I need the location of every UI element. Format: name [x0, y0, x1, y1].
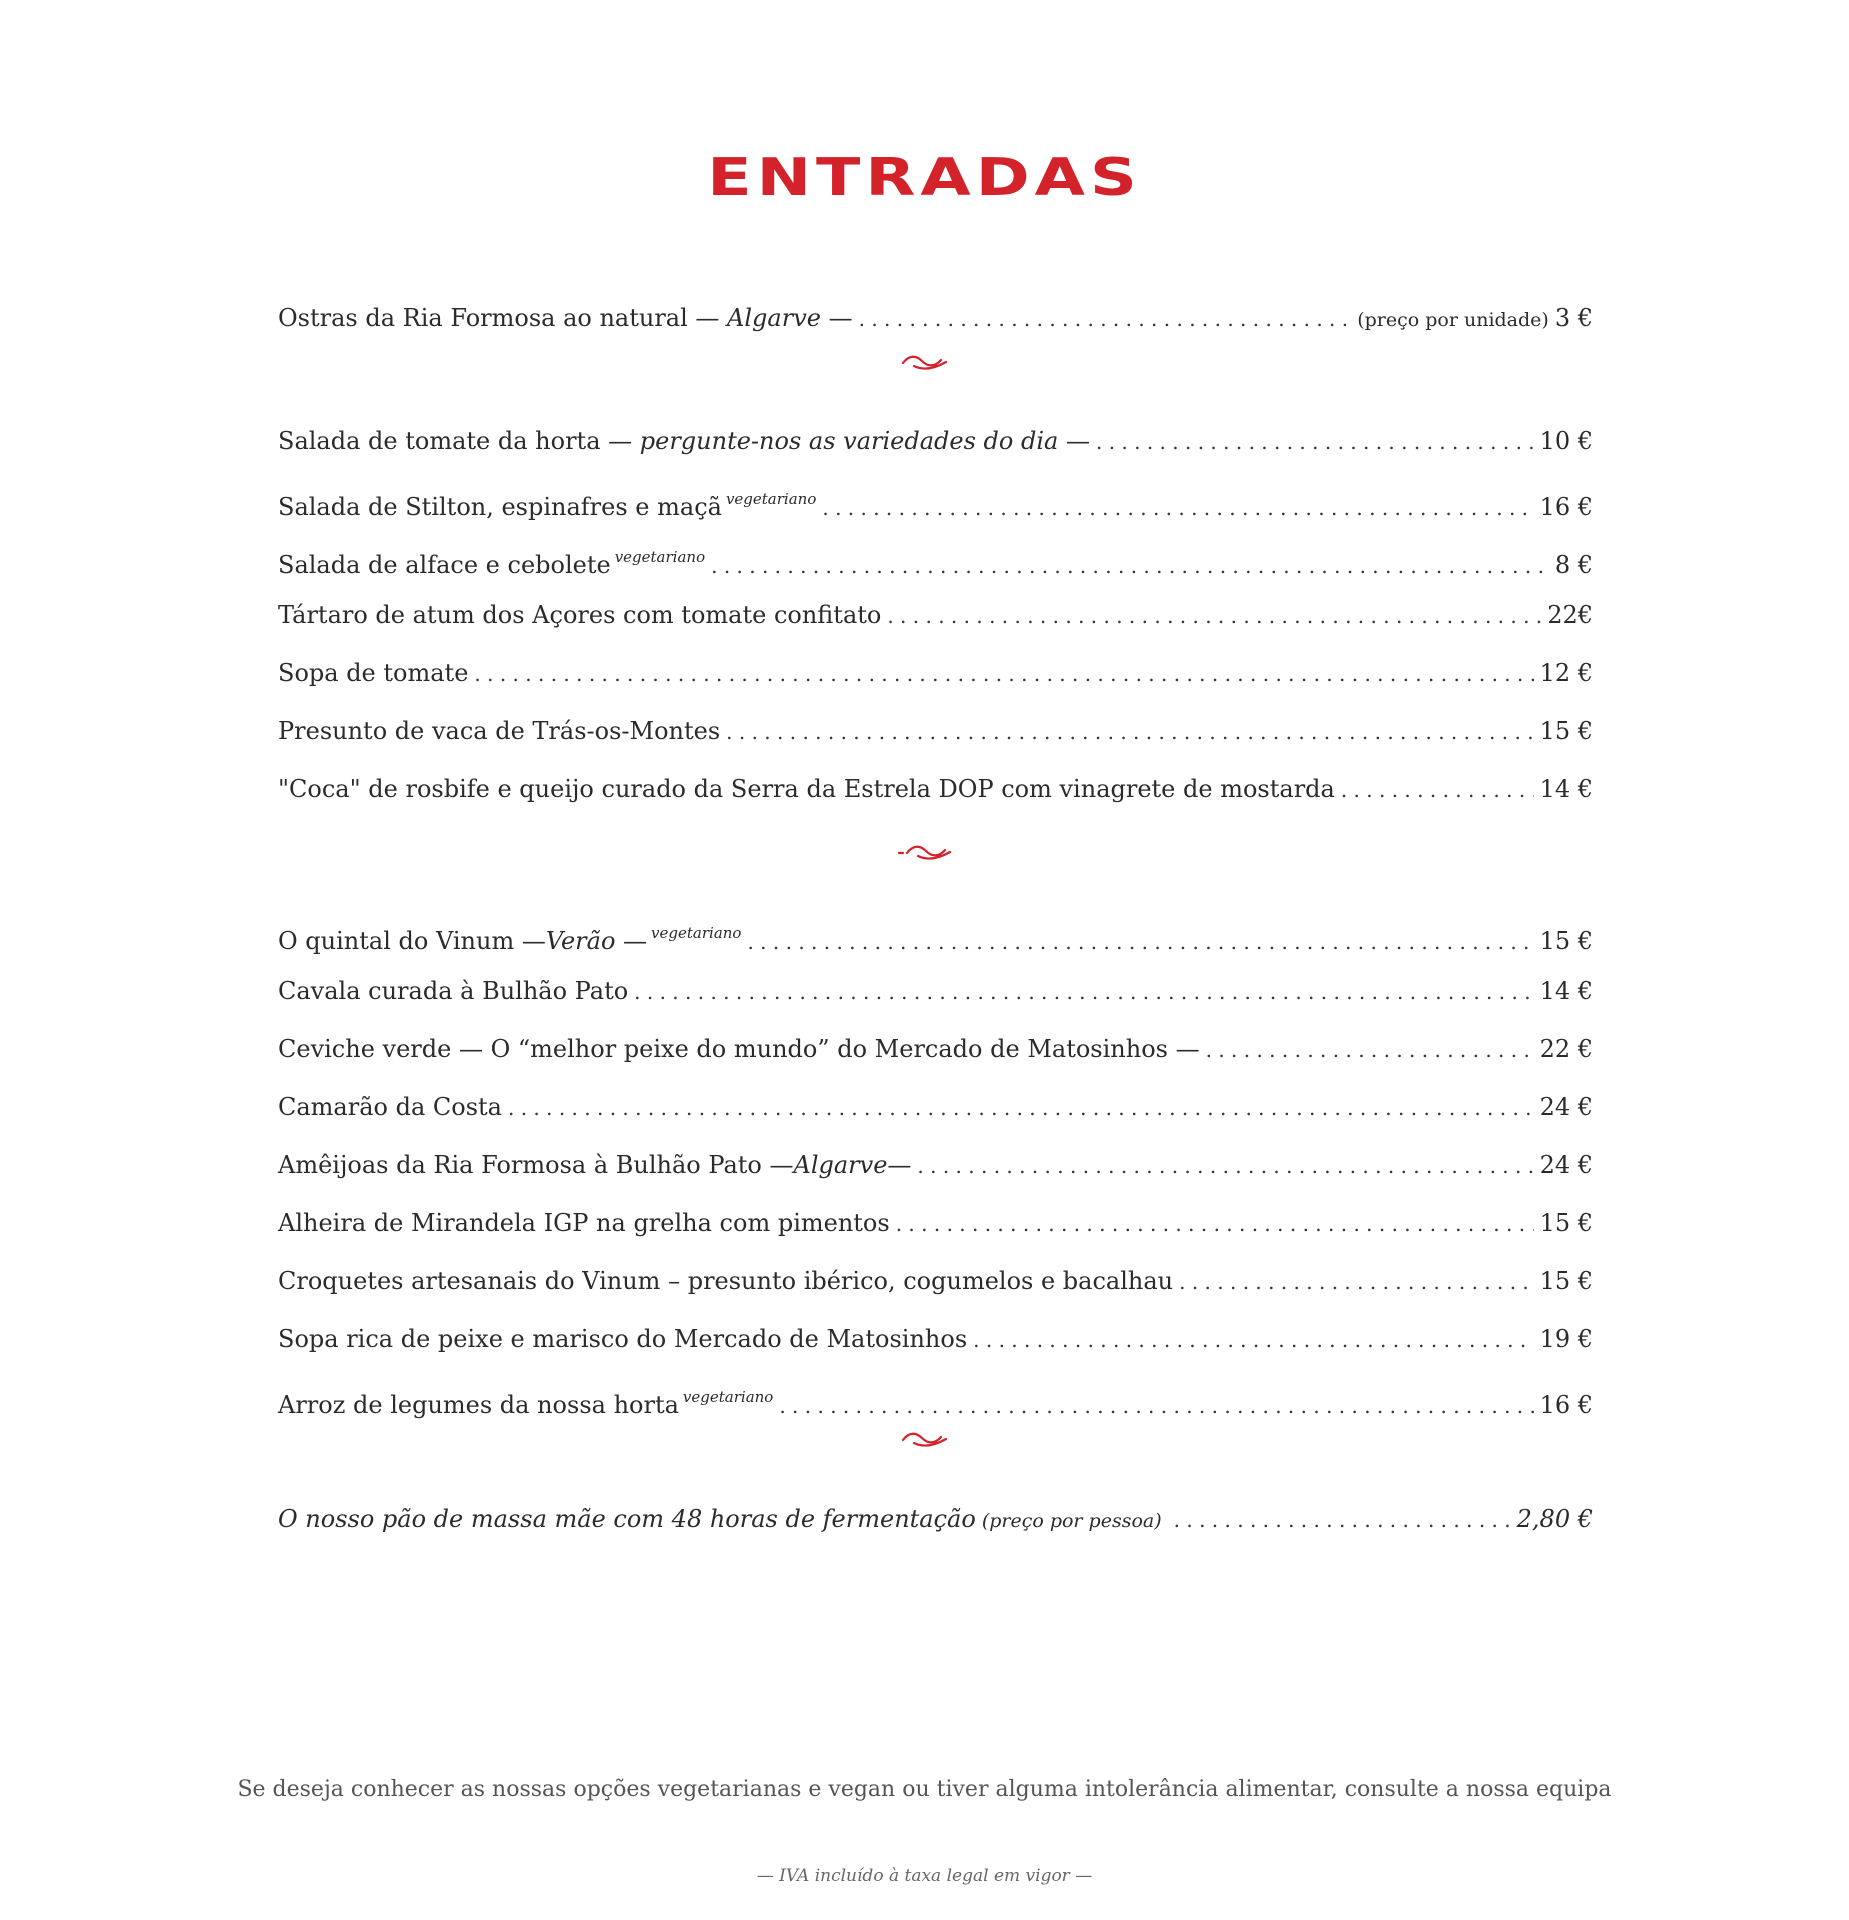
- leader-dots: [1174, 1504, 1511, 1536]
- menu-item-price: 12 €: [1539, 659, 1593, 687]
- menu-item: [278, 599, 1593, 632]
- menu-item-price: 10 €: [1539, 427, 1593, 455]
- menu-item-name: Croquetes artesanais do Vinum – presunto ibérico, cogumelos e bacalhau: [278, 1267, 1174, 1295]
- menu-item-name: Ceviche verde — O “melhor peixe do mundo” do Mercado de Matosinhos —: [278, 1035, 1200, 1063]
- menu-item-name: Amêijoas da Ria Formosa à Bulhão Pato —Algarve—: [278, 1151, 912, 1179]
- vegetarian-tag: vegetariano: [682, 1388, 774, 1406]
- leader-dots: [1341, 774, 1534, 806]
- bread-name: O nosso pão de massa mãe com 48 horas de fermentação: [278, 1505, 976, 1533]
- menu-item: [278, 917, 1593, 958]
- menu-item-price: 16 €: [1539, 493, 1593, 521]
- menu-item-name: Alheira de Mirandela IGP na grelha com pimentos: [278, 1209, 890, 1237]
- menu-item-name: Sopa rica de peixe e marisco do Mercado de Matosinhos: [278, 1325, 968, 1353]
- menu-item-name: Ostras da Ria Formosa ao natural — Algarve —: [278, 304, 853, 332]
- bread-item: [278, 1503, 1593, 1537]
- menu-item: [278, 425, 1593, 458]
- swash-divider-icon: [0, 842, 1849, 862]
- menu-item-name: Salada de Stilton, espinafres e maçã $^{vegetariano}$: [278, 490, 817, 521]
- menu-item-name: Presunto de vaca de Trás-os-Montes: [278, 717, 721, 745]
- swash-divider-icon: [0, 352, 1849, 372]
- menu-item-name: Cavala curada à Bulhão Pato: [278, 977, 629, 1005]
- menu-item: [278, 715, 1593, 748]
- leader-dots: [726, 716, 1533, 748]
- leader-dots: [1206, 1034, 1534, 1066]
- leader-dots: [634, 976, 1533, 1008]
- menu-item: [278, 302, 1593, 336]
- menu-item-price: 15 €: [1539, 1267, 1593, 1295]
- menu-item-price: 14 €: [1539, 977, 1593, 1005]
- menu-item-price: 3 €: [1554, 304, 1593, 332]
- menu-item-price: 15 €: [1539, 927, 1593, 955]
- vegetarian-tag: vegetariano: [651, 924, 742, 942]
- menu-item: [278, 657, 1593, 690]
- menu-item: [278, 541, 1593, 582]
- leader-dots: [779, 1390, 1533, 1422]
- leader-dots: [887, 600, 1541, 632]
- menu-item-price: 8 €: [1554, 551, 1593, 579]
- menu-item: [278, 1265, 1593, 1298]
- menu-item-price: 22€: [1547, 601, 1593, 629]
- vegetarian-tag: vegetariano: [725, 490, 817, 508]
- menu-item-price: 15 €: [1539, 1209, 1593, 1237]
- menu-item-price: 22 €: [1539, 1035, 1593, 1063]
- menu-item-price: 24 €: [1539, 1093, 1593, 1121]
- menu-item-name: Arroz de legumes da nossa horta $^{vegetariano}$: [278, 1388, 774, 1419]
- menu-item-name: Sopa de tomate: [278, 659, 469, 687]
- menu-item: [278, 773, 1593, 806]
- menu-item: [278, 483, 1593, 524]
- leader-dots: [1179, 1266, 1533, 1298]
- menu-item-name: "Coca" de rosbife e queijo curado da Serra da Estrela DOP com vinagrete de mostarda: [278, 775, 1335, 803]
- menu-item: [278, 1207, 1593, 1240]
- leader-dots: [474, 658, 1533, 690]
- menu-item-price: 14 €: [1539, 775, 1593, 803]
- menu-item-price: 24 €: [1539, 1151, 1593, 1179]
- dietary-note: Se deseja conhecer as nossas opções vegetarianas e vegan ou tiver alguma intolerância alimentar, consulte a nossa equipa: [237, 1777, 1612, 1802]
- price-note: (preço por pessoa): [981, 1510, 1162, 1532]
- leader-dots: [822, 492, 1533, 524]
- leader-dots: [711, 550, 1549, 582]
- leader-dots: [1096, 426, 1534, 458]
- leader-dots: [508, 1092, 1534, 1124]
- menu-item-name: Tártaro de atum dos Açores com tomate confitato: [278, 601, 882, 629]
- menu-item-price: 16 €: [1539, 1391, 1593, 1419]
- menu-item: [278, 1381, 1593, 1422]
- leader-dots: [859, 303, 1352, 335]
- leader-dots: [896, 1208, 1534, 1240]
- menu-item-name: Camarão da Costa: [278, 1093, 502, 1121]
- menu-item: [278, 975, 1593, 1008]
- bread-price: 2,80 €: [1516, 1505, 1593, 1533]
- menu-item-price: 15 €: [1539, 717, 1593, 745]
- price-note: (preço por unidade): [1357, 309, 1549, 331]
- menu-item: [278, 1033, 1593, 1066]
- vegetarian-tag: vegetariano: [614, 548, 706, 566]
- menu-item-name: O quintal do Vinum —Verão — $^{vegetariano}$: [278, 924, 742, 955]
- leader-dots: [747, 926, 1533, 958]
- menu-item-name: Salada de alface e cebolete $^{vegetariano}$: [278, 548, 706, 579]
- menu-item: [278, 1323, 1593, 1356]
- menu-item-price: 19 €: [1539, 1325, 1593, 1353]
- menu-item: [278, 1149, 1593, 1182]
- leader-dots: [917, 1150, 1533, 1182]
- page-title: ENTRADAS: [707, 148, 1142, 208]
- leader-dots: [973, 1324, 1533, 1356]
- tax-note: — IVA incluído à taxa legal em vigor —: [756, 1866, 1093, 1886]
- menu-item: [278, 1091, 1593, 1124]
- swash-divider-icon: [0, 1429, 1849, 1449]
- menu-item-name: Salada de tomate da horta — pergunte-nos as variedades do dia —: [278, 427, 1090, 455]
